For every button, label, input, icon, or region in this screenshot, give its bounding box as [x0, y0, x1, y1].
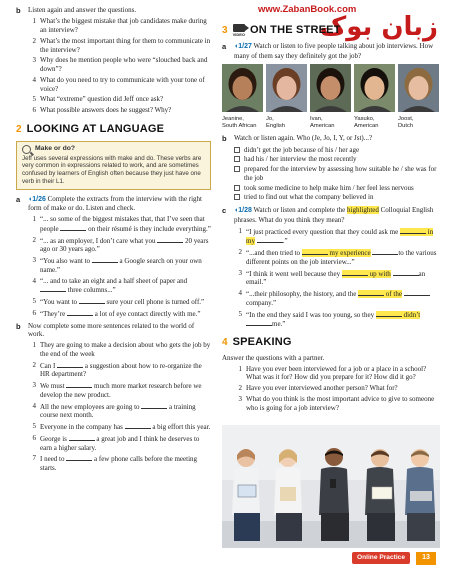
exercise-instruction [28, 195, 211, 214]
headphones-icon: ◖ [28, 195, 33, 203]
phrase-item [234, 310, 440, 330]
speaking-intro: Answer the questions with a partner. [222, 353, 325, 362]
audio-track[interactable] [234, 207, 252, 214]
audio-track-number: 1/27 [238, 42, 252, 50]
audio-track-number: 1/28 [238, 207, 252, 215]
sentence-end: me.” [272, 320, 286, 329]
interviewee-caption [266, 116, 307, 129]
highlighted-phrase [358, 290, 402, 298]
interviewee-card [310, 64, 351, 129]
highlighted-phrase [342, 270, 391, 278]
item-number: 2 [238, 248, 242, 257]
instruction-text: Complete the extracts from the interview with the right form of make or do. Listen and check. [28, 194, 202, 213]
portrait-photo [266, 64, 307, 112]
item-number: 2 [32, 235, 36, 244]
interviewee-name: Jeanine, [222, 116, 244, 122]
interviewee-name: Jo, [266, 116, 274, 122]
sentence [40, 422, 210, 432]
interviewee-origin: English [266, 122, 286, 129]
sentence [40, 256, 211, 275]
exercise-letter: c [222, 206, 227, 216]
phrase-sentence [246, 310, 440, 330]
exercise-instruction: Listen again and answer the questions. [28, 6, 137, 14]
answer-blank[interactable] [157, 236, 183, 243]
answer-checkbox[interactable] [234, 194, 240, 200]
answer-checkbox[interactable] [234, 166, 240, 172]
sentence [40, 341, 211, 359]
logo-text: زبان بوک [319, 12, 438, 42]
item-number: 5 [32, 95, 36, 104]
sentence [40, 361, 211, 380]
phrase-item [234, 269, 440, 288]
question-item [28, 37, 211, 55]
interviewee-name: Yasuko, [354, 116, 375, 122]
box-text: Jeff uses several expressions with make and do. These verbs are very common in expressions related to work, and are sometimes confused by learners of English often because they just have one verb in their L1. [22, 154, 202, 185]
footer-bar [222, 551, 440, 565]
highlighted-word: highlighted [347, 206, 379, 215]
fill-in-item [28, 277, 211, 296]
sentence [40, 434, 211, 453]
audio-track[interactable] [234, 43, 252, 50]
section-number: 4 [222, 336, 228, 348]
magnifier-icon [22, 145, 31, 154]
sentence-start: Can I [40, 361, 56, 370]
section-number: 3 [222, 24, 228, 36]
item-number: 4 [32, 401, 36, 410]
sentence-end: company.” [246, 298, 277, 307]
answer-blank[interactable] [40, 285, 66, 292]
sentence-end: a few phone calls before the meeting starts. [40, 455, 198, 473]
sentence-start: All the new employees are going to [40, 402, 140, 411]
answer-blank[interactable] [376, 310, 402, 317]
who-item [234, 146, 440, 155]
answer-checkbox[interactable] [234, 185, 240, 191]
exercise-instruction [234, 206, 440, 225]
section-header [16, 123, 211, 137]
sentence-end: sure your cell phone is turned off.” [106, 298, 205, 307]
exercise-instruction: Watch or listen again. Who (Je, Jo, I, Y, or Jst)...? [234, 134, 373, 143]
phrase-item [234, 289, 440, 308]
phrase-word: in my [246, 227, 434, 246]
item-number: 4 [32, 75, 36, 84]
question-text: What “extreme” question did Jeff once ask? [40, 95, 164, 104]
section-header [222, 336, 440, 350]
highlighted-phrase [302, 249, 371, 257]
item-number: 3 [238, 268, 242, 277]
item-number: 5 [238, 309, 242, 318]
answer-blank[interactable] [393, 269, 419, 276]
audio-track[interactable] [28, 196, 46, 203]
exercise-letter: b [16, 6, 21, 15]
item-number: 6 [32, 106, 36, 115]
sentence-end: a suggestion about how to re-organize the HR department? [40, 361, 202, 379]
video-label: VIDEO [232, 32, 246, 38]
item-number: 3 [32, 56, 36, 65]
item-number: 5 [32, 297, 36, 306]
exercise-instruction [234, 42, 440, 61]
answer-blank[interactable] [66, 454, 92, 461]
interviewee-origin: American [354, 122, 379, 129]
section-title: LOOKING AT LANGUAGE [26, 122, 165, 135]
fill-in-item [28, 422, 211, 432]
answer-blank[interactable] [67, 309, 93, 316]
item-number: 1 [32, 215, 36, 224]
question-item [28, 95, 211, 104]
headphones-icon: ◖ [234, 207, 239, 215]
interviewee-name: Ivan, [310, 116, 323, 122]
section-header [222, 24, 440, 38]
exercise-letter: a [222, 41, 227, 51]
sentence [40, 277, 211, 296]
sentence-start: “...and then tried to [246, 249, 301, 258]
sentence-start: “... and to take an eight and a half sheet of paper and [40, 276, 188, 285]
interviewee-caption [310, 116, 351, 129]
section-number: 2 [16, 123, 22, 135]
phrase-word: didn’t [403, 310, 421, 319]
portrait-photo [354, 64, 395, 112]
highlighted-phrase [376, 311, 420, 319]
make-or-do-box [16, 141, 211, 190]
sentence [40, 381, 211, 400]
question-item [28, 56, 211, 74]
sentence-start: We must [40, 382, 65, 391]
answer-checkbox[interactable] [234, 156, 240, 162]
phrase-sentence [246, 289, 440, 308]
sentence-end: an email.” [246, 269, 426, 287]
fill-in-item [28, 454, 211, 473]
interviewee-card [354, 64, 395, 129]
item-number: 1 [238, 364, 242, 373]
street-a-header [222, 42, 440, 61]
exercise-b2-header [16, 322, 211, 340]
sentence [40, 236, 211, 255]
sentence [40, 402, 211, 421]
box-title-text: Make or do? [35, 144, 76, 152]
fill-in-item [28, 361, 211, 380]
sentence-end: a Google search on your own name.” [40, 257, 202, 274]
who-text: prepared for the interview by assessing how suitable he / she was for the job [244, 165, 437, 182]
sentence-end: on their résumé is they include everything.” [88, 224, 211, 233]
item-number: 4 [32, 276, 36, 285]
left-column [16, 6, 211, 475]
question-item [28, 76, 211, 94]
exercise-b-header [16, 6, 211, 15]
speaking-list [222, 365, 440, 413]
portrait-photo [222, 64, 263, 112]
phrase-item [234, 248, 440, 267]
exercise-instruction: Now complete some more sentences related to the world of work. [28, 321, 195, 339]
who-text: took some medicine to help make him / her feel less nervous [244, 183, 414, 192]
item-number: 6 [32, 433, 36, 442]
sentence-start: “... so some of the biggest mistakes that, that I’ve seen that people [40, 215, 205, 233]
exercise-letter: a [16, 194, 21, 204]
fill-in-item [28, 434, 211, 453]
exercise-letter: b [222, 134, 227, 144]
answer-blank[interactable] [342, 269, 368, 276]
question-text: What do you need to try to communicate with your tone of voice? [40, 75, 205, 93]
phrase-sentence [246, 227, 440, 247]
sentence-start: “...their philosophy, the history, and the [246, 290, 357, 299]
sentence-end: a great job and I think he deserves to earn a higher salary. [40, 434, 200, 452]
section-title: ON THE STREET [250, 24, 341, 36]
question-list [16, 17, 211, 115]
fill-in-item [28, 297, 211, 307]
sentence-list [16, 341, 211, 473]
sentence [40, 215, 211, 234]
box-title [22, 145, 205, 154]
item-number: 2 [32, 360, 36, 369]
interviewee-caption [354, 116, 395, 129]
video-icon [233, 24, 245, 37]
instruction-text: Watch or listen to five people talking about job interviews. How many of them say they definitely got the job? [234, 41, 434, 60]
item-number: 3 [238, 394, 242, 403]
item-number: 2 [32, 36, 36, 45]
question-text: What’s the biggest mistake that job candidates make during an interview? [40, 17, 207, 35]
fill-in-item [28, 256, 211, 275]
sentence [40, 309, 201, 319]
phrase-sentence [246, 248, 440, 267]
answer-blank[interactable] [372, 248, 398, 255]
sentence-end: a lot of eye contact directly with me.” [94, 309, 201, 318]
instruction-text-end: Colloquial English phrases. What do you think they mean? [234, 206, 434, 224]
answer-blank[interactable] [125, 422, 151, 429]
headphones-icon: ◖ [234, 42, 239, 50]
portrait-photo [310, 64, 351, 112]
phrase-word: of the [385, 290, 402, 299]
right-column [222, 24, 440, 414]
answer-blank[interactable] [79, 297, 105, 304]
phrase-word: up with [369, 269, 391, 278]
item-number: 3 [32, 256, 36, 265]
answer-blank[interactable] [246, 319, 272, 326]
extract-list [16, 215, 211, 319]
sentence-start: “You want to [40, 298, 78, 307]
page-number: 13 [416, 552, 436, 565]
interviewee-origin: South African [222, 122, 257, 129]
who-text: had his / her interview the most recently [244, 155, 357, 164]
exercise-letter: b [16, 321, 21, 331]
question-text: What’s the most important thing for them to communicate in the interview? [40, 36, 211, 54]
answer-blank[interactable] [358, 289, 384, 296]
waiting-room-photo [222, 425, 440, 548]
sentence-end: 20 years ago or 30 years ago.” [40, 236, 209, 254]
sentence-start: I need to [40, 455, 65, 464]
audio-track-number: 1/26 [32, 195, 46, 203]
answer-blank[interactable] [257, 236, 283, 243]
question-text: Have you ever interviewed another person? What for? [246, 384, 398, 393]
portrait-photo [398, 64, 439, 112]
sentence-start: “In the end they said I was too young, so they [246, 310, 375, 319]
answer-blank[interactable] [57, 361, 83, 368]
fill-in-item [28, 236, 211, 255]
interviewee-card [398, 64, 439, 129]
street-c-header [222, 206, 440, 225]
fill-in-item [28, 341, 211, 359]
watermark-url: www.ZabanBook.com [258, 4, 357, 15]
fill-in-item [28, 402, 211, 421]
exercise-a-header [16, 195, 211, 214]
sentence-end: much more market research before we develop the new product. [40, 382, 202, 399]
answer-blank[interactable] [66, 381, 92, 388]
answer-blank[interactable] [404, 289, 430, 296]
who-item [234, 155, 440, 164]
item-number: 1 [32, 341, 36, 350]
phrase-word: my experience [329, 249, 371, 258]
instruction-text: Watch or listen and complete the [253, 206, 346, 215]
interviewee-origin: Dutch [398, 122, 414, 129]
item-number: 5 [32, 422, 36, 431]
question-text: Why does he mention people who were “slouched back and down”? [40, 56, 208, 74]
item-number: 4 [238, 289, 242, 298]
sentence-end: .” [282, 237, 288, 246]
fill-in-item [28, 309, 211, 319]
street-b-header [222, 134, 440, 143]
who-list [222, 146, 440, 203]
fill-in-item [28, 381, 211, 400]
who-item [234, 193, 440, 202]
item-number: 1 [32, 17, 36, 26]
sentence-start: “I think it went well because they [246, 269, 341, 278]
interviewee-photos [222, 64, 440, 129]
interviewee-caption [398, 116, 439, 129]
speaking-question [234, 395, 440, 413]
online-practice-button[interactable]: Online Practice [352, 552, 410, 564]
sentence-end: three columns...” [67, 286, 116, 295]
phrase-list [222, 227, 440, 330]
item-number: 2 [238, 384, 242, 393]
sentence [40, 454, 211, 473]
question-text: What do you think is the most important advice to give to someone who is going for a job interview? [246, 394, 435, 412]
who-item [234, 165, 440, 183]
sentence-start: “You also want to [40, 257, 91, 266]
who-text: didn’t get the job because of his / her age [244, 145, 360, 154]
question-item [28, 106, 211, 115]
sentence-start: They are going to make a decision about who gets the job by the end of the week [40, 341, 211, 358]
question-text: What possible answers does he suggest? Why? [40, 106, 172, 115]
sentence-start: “I just practiced every question that they could ask me [246, 227, 399, 236]
sentence-end: a big effort this year. [152, 423, 211, 432]
interviewee-caption [222, 116, 263, 129]
sentence [40, 297, 204, 307]
question-item [28, 17, 211, 35]
answer-blank[interactable] [141, 402, 167, 409]
answer-blank[interactable] [60, 224, 86, 231]
who-item [234, 184, 440, 193]
answer-checkbox[interactable] [234, 147, 240, 153]
sentence-start: George is [40, 434, 67, 443]
phrase-sentence [246, 269, 440, 288]
answer-blank[interactable] [400, 227, 426, 234]
interviewee-name: Joost, [398, 116, 414, 122]
interviewee-card [266, 64, 307, 129]
item-number: 3 [32, 381, 36, 390]
sentence-start: Everyone in the company has [40, 423, 123, 432]
question-text: Have you ever been interviewed for a job or a place in a school? What was it for? How did you prepare for it? How did it go? [246, 364, 427, 382]
item-number: 1 [238, 226, 242, 235]
sentence-end: a training course next month. [40, 402, 196, 420]
sentence-start: “They’re [40, 309, 66, 318]
sentence-start: “... as an employer, I don’t care what you [40, 236, 156, 245]
who-text: tried to find out what the company believed in [244, 193, 374, 202]
section-title: SPEAKING [232, 336, 292, 349]
fill-in-item [28, 215, 211, 234]
interviewee-origin: American [310, 122, 335, 129]
phrase-item [234, 227, 440, 247]
answer-blank[interactable] [92, 256, 118, 263]
speaking-question [234, 365, 440, 383]
speaking-question [234, 384, 440, 393]
sentence-end: to the various different points on the job interview...” [246, 249, 437, 266]
item-number: 6 [32, 308, 36, 317]
item-number: 7 [32, 454, 36, 463]
answer-blank[interactable] [69, 434, 95, 441]
interviewee-card [222, 64, 263, 129]
answer-blank[interactable] [302, 248, 328, 255]
